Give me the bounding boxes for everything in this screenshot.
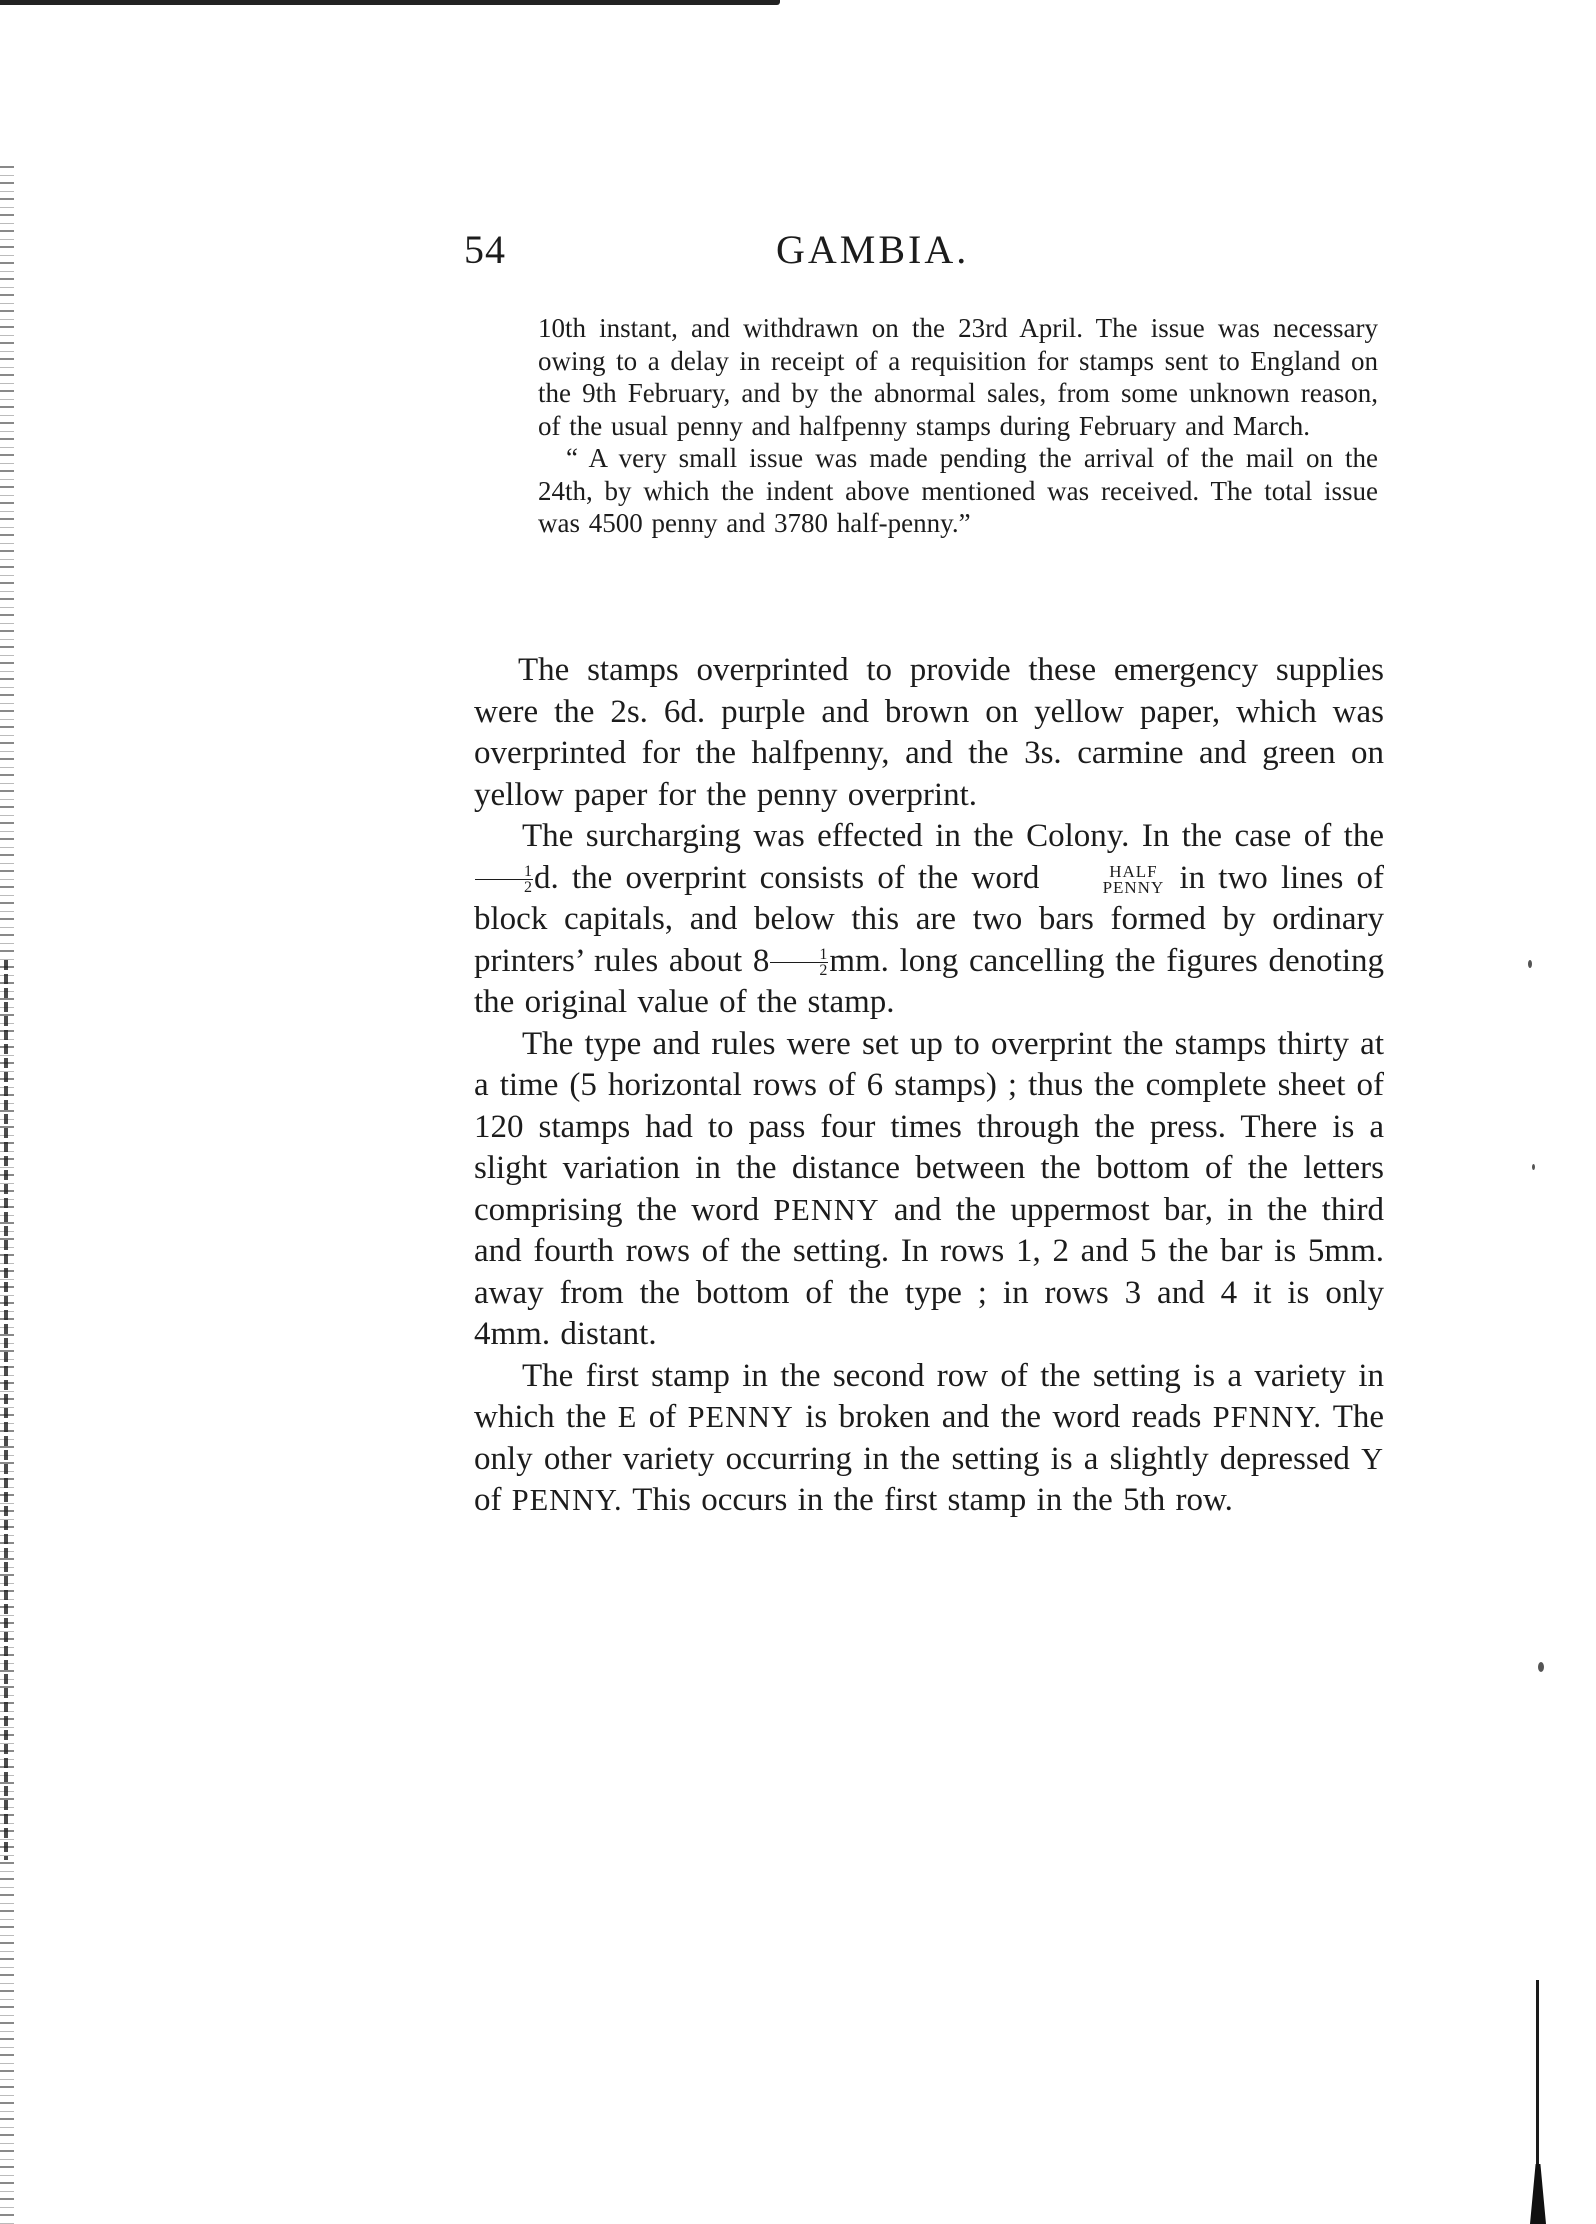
word-penny: PENNY	[687, 1400, 794, 1434]
quote-paragraph-2: “ A very small issue was made pending the arrival of the mail on the 24th, by which the indent above mentioned was received. The total issue was 4500 penny and 3780 half-penny.”	[538, 443, 1378, 538]
body-paragraph-2	[474, 816, 1384, 1024]
quote-paragraph-1: 10th instant, and withdrawn on the 23rd April. The issue was necessary owing to a delay in receipt of a requisition for stamps sent to England on the 9th February, and by the abnormal sales, from some unknown reason, of the usual penny and halfpenny stamps during February and March.	[538, 313, 1378, 441]
scan-edge-top	[0, 0, 780, 5]
body-text	[474, 650, 1384, 1522]
body-paragraph-3	[474, 1024, 1384, 1356]
p4-text-e: of	[474, 1482, 502, 1518]
stacked-word-top: HALF	[1109, 861, 1158, 881]
p2-text-a: The surcharging was effected in the Colony. In the case of the	[522, 818, 1384, 854]
p3-text-b: and the uppermost bar, in the third and fourth rows of the setting. In rows 1, 2 and 5 the bar is 5mm. away from the bottom of the type ; in rows 3 and 4 it is only 4mm. distant.	[474, 1191, 1385, 1352]
word-penny: PENNY	[773, 1192, 880, 1227]
p4-text-c: is broken and the word reads	[805, 1399, 1202, 1435]
letter-e: E	[617, 1400, 638, 1434]
stacked-word-bottom: PENNY	[1102, 877, 1165, 897]
eight-half-fraction	[770, 947, 828, 978]
fraction-numerator: 1	[475, 864, 533, 880]
page-header	[464, 226, 1024, 286]
p4-text-a: The first stamp in the second row of the setting is a variety in which the	[474, 1357, 1384, 1435]
body-paragraph-1: The stamps overprinted to provide these emergency supplies were the 2s. 6d. purple and brown on yellow paper, which was overprinted for the halfpenny, and the 3s. carmine and green on yellow paper for the penny overprint.	[474, 652, 1384, 813]
p4-text-f: This occurs in the first stamp in the 5th row.	[632, 1482, 1233, 1518]
scan-edge-stroke	[1536, 1980, 1539, 2170]
body-paragraph-4	[474, 1356, 1384, 1522]
half-penny-stacked-word	[1055, 861, 1165, 897]
p2-text-d: mm. long cancelling the figures denoting the original value of the stamp.	[474, 942, 1384, 1020]
p2-text-c: in two lines of block capitals, and below this are two bars formed by ordinary printers’ rules about 8	[474, 859, 1385, 979]
letter-y: Y	[1361, 1441, 1385, 1476]
scan-edge-left	[0, 160, 14, 2224]
fraction-numerator: 1	[770, 947, 828, 963]
page-title: GAMBIA.	[776, 227, 970, 272]
word-pfnny: PFNNY.	[1212, 1400, 1322, 1434]
fraction-denominator: 2	[819, 962, 828, 980]
scan-speck	[1528, 960, 1532, 968]
scan-edge-foot	[1530, 2164, 1546, 2224]
half-fraction	[475, 864, 533, 895]
quote-block	[538, 312, 1378, 540]
scan-speck	[1532, 1164, 1535, 1170]
scan-speck	[1538, 1662, 1544, 1672]
p4-text-b: of	[648, 1399, 677, 1435]
scan-edge-right	[1530, 1940, 1544, 2224]
p2-text-b: d. the overprint consists of the word	[534, 859, 1040, 896]
p4-text-d: The only other variety occurring in the setting is a slightly depressed	[474, 1399, 1385, 1477]
word-penny: PENNY.	[511, 1483, 623, 1517]
page-number: 54	[464, 227, 506, 272]
fraction-denominator: 2	[524, 879, 532, 897]
p3-text-a: The type and rules were set up to overprint the stamps thirty at a time (5 horizontal rows of 6 stamps) ; thus the complete sheet of 120 stamps had to pass four times through the press. There is a slight variation in the distance between the bottom of the letters comprising the word	[474, 1025, 1384, 1228]
